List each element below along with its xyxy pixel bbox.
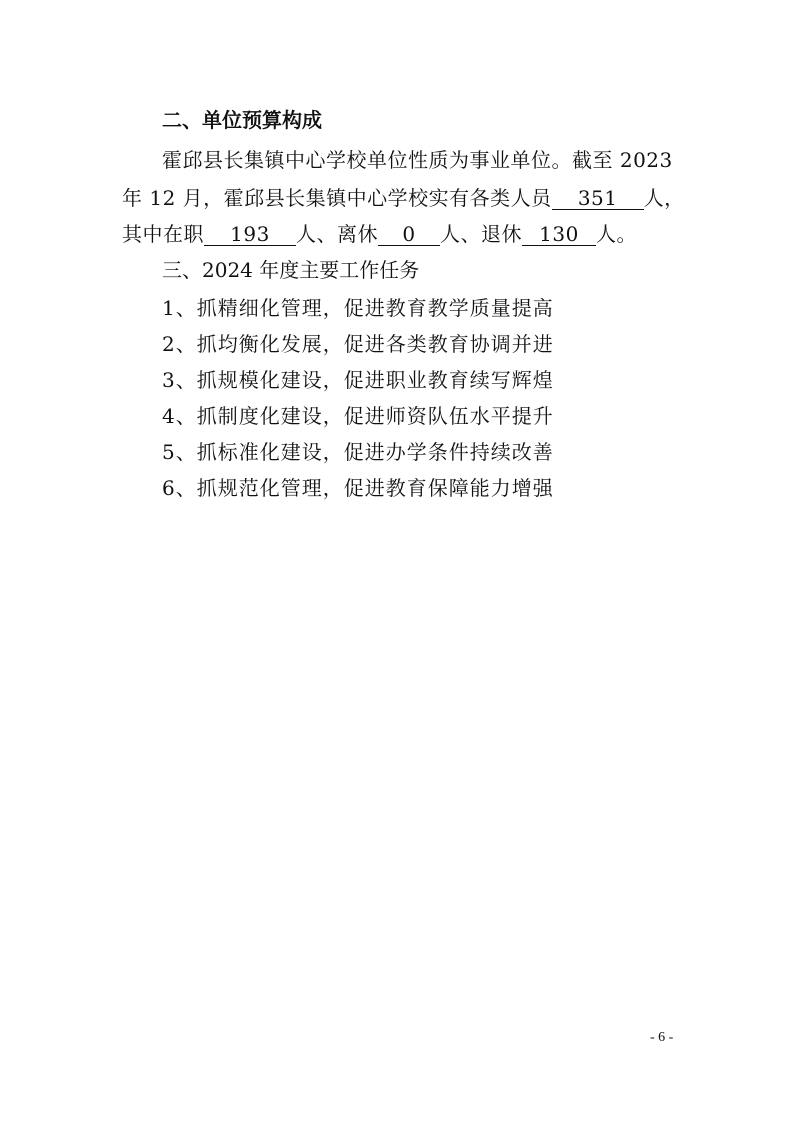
section-heading-work-tasks: 三、2024 年度主要工作任务 (162, 258, 420, 282)
task-item: 5、抓标准化建设，促进办学条件持续改善 (162, 440, 554, 464)
task-item: 3、抓规模化建设，促进职业教育续写辉煌 (162, 368, 554, 392)
page-number: - 6 - (650, 1030, 674, 1045)
paragraph-text: 人、离休 (296, 222, 378, 246)
paragraph-line-1: 霍邱县长集镇中心学校单位性质为事业单位。截至 2023 (162, 148, 673, 172)
paragraph-line-2 (122, 184, 685, 212)
active-staff-value: 193 (204, 223, 296, 246)
task-item: 2、抓均衡化发展，促进各类教育协调并进 (162, 332, 554, 356)
retired-staff-value: 130 (522, 223, 596, 246)
paragraph-text: 人， (643, 186, 685, 210)
retired-cadre-value: 0 (378, 223, 440, 246)
paragraph-text: 人。 (596, 222, 637, 246)
paragraph-text: 其中在职 (122, 222, 204, 246)
total-staff-value: 351 (552, 187, 644, 210)
task-item: 1、抓精细化管理，促进教育教学质量提高 (162, 296, 554, 320)
paragraph-line-3 (122, 220, 637, 248)
paragraph-text: 年 12 月，霍邱县长集镇中心学校实有各类人员 (122, 186, 552, 210)
task-item: 6、抓规范化管理，促进教育保障能力增强 (162, 476, 554, 500)
section-heading-budget-composition: 二、单位预算构成 (162, 108, 322, 132)
task-item: 4、抓制度化建设，促进师资队伍水平提升 (162, 404, 554, 428)
paragraph-text: 人、退休 (440, 222, 522, 246)
